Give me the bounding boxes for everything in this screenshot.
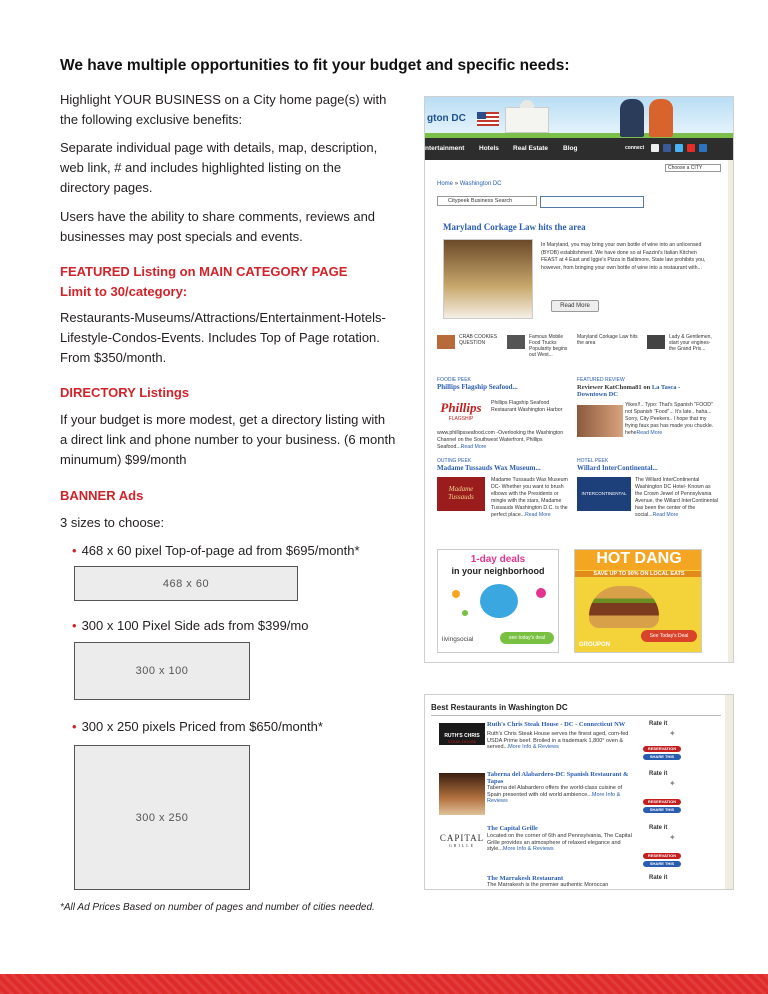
email-icon[interactable] xyxy=(651,144,659,152)
blog-icon[interactable] xyxy=(699,144,707,152)
livingsocial-ad[interactable] xyxy=(437,549,559,653)
foodie-read-more[interactable]: Read More xyxy=(460,444,487,450)
restaurant-title[interactable]: The Marrakesh Restaurant xyxy=(487,875,564,882)
rate-it-label: Rate it xyxy=(649,825,668,831)
nav-item-blog[interactable]: Blog xyxy=(563,145,578,152)
restaurant-text xyxy=(487,833,637,853)
breadcrumb xyxy=(437,181,502,187)
bottom-bar xyxy=(0,974,768,994)
thumb-item[interactable] xyxy=(437,333,505,369)
featured-body-line: Lifestyle-Condos-Events. Includes Top of Page rotation. xyxy=(60,330,380,345)
facebook-icon[interactable] xyxy=(663,144,671,152)
madame-tussauds-logo: Madame Tussauds xyxy=(437,477,485,511)
more-info-link[interactable]: More Info & Reviews xyxy=(487,791,621,804)
reservation-button[interactable]: RESERVATION xyxy=(643,799,681,805)
banner-box-300x250: 300 x 250 xyxy=(74,745,250,890)
outing-text-body: Madame Tussauds Wax Museum DC- Whether you want to brush elbows with the Presidents or mingle with the stars, Madame Tussauds Washington D.C. is the perfect place... xyxy=(491,477,568,518)
directory-body xyxy=(60,410,410,470)
banner-option-text: 300 x 250 pixels Priced from $650/month* xyxy=(81,719,323,734)
page-side-strip xyxy=(728,160,734,663)
business-search-select[interactable]: Citypeek Business Search xyxy=(437,196,537,206)
thumb-image xyxy=(647,335,665,349)
ad1-title2: in your neighborhood xyxy=(451,566,545,576)
nav-item-hotels[interactable]: Hotels xyxy=(479,145,499,152)
twitter-icon[interactable] xyxy=(675,144,683,152)
share-button[interactable]: SHARE THIS xyxy=(643,861,681,867)
us-flag-icon xyxy=(477,112,499,126)
footnote: *All Ad Prices Based on number of pages and number of cities needed. xyxy=(60,902,375,913)
thumb-image xyxy=(437,335,455,349)
capital-grille-logo-sub: GRILLE xyxy=(448,843,476,848)
reservation-button[interactable]: RESERVATION xyxy=(643,853,681,859)
groupon-ad[interactable] xyxy=(574,549,702,653)
phillips-logo-text: Phillips xyxy=(440,400,482,415)
banner-option-text: 300 x 100 Pixel Side ads from $399/mo xyxy=(81,618,309,633)
hotel-read-more[interactable]: Read More xyxy=(652,512,679,518)
cupcake-icon xyxy=(480,584,518,618)
star-icon[interactable]: ✦ xyxy=(669,833,676,842)
wine-bottles-image xyxy=(443,239,533,319)
share-button[interactable]: SHARE THIS xyxy=(643,754,681,760)
benefit-paragraph xyxy=(60,138,410,198)
bullet-dot: • xyxy=(72,618,77,633)
breadcrumb-separator: » xyxy=(454,181,459,187)
thumb-label: CRAB COOKIES QUESTION xyxy=(459,334,498,346)
restaurant-title[interactable]: Ruth's Chris Steak House - DC - Connecticut NW xyxy=(487,721,626,728)
featured-title-line: FEATURED Listing on MAIN CATEGORY PAGE xyxy=(60,264,348,279)
outing-peek xyxy=(437,458,571,472)
thumb-item[interactable] xyxy=(647,333,715,369)
thumb-item[interactable] xyxy=(577,333,645,369)
groupon-logo: GROUPON xyxy=(579,642,611,648)
restaurant-text xyxy=(487,785,637,805)
hotel-peek xyxy=(577,458,707,472)
ruths-chris-logo-sub: STEAK HOUSE xyxy=(447,739,477,744)
section-label: FOODIE PEEK xyxy=(437,377,471,383)
read-more-button[interactable]: Read More xyxy=(551,300,599,312)
directory-body-line: If your budget is more modest, get a directory listing with xyxy=(60,412,386,427)
bullet-dot: • xyxy=(72,543,77,558)
share-line: businesses may post specials and events. xyxy=(60,229,303,244)
more-info-link[interactable]: More Info & Reviews xyxy=(508,744,559,750)
rate-it-label: Rate it xyxy=(649,875,668,881)
dot-icon xyxy=(462,610,468,616)
outing-read-more[interactable]: Read More xyxy=(525,512,551,518)
best-restaurants-screenshot xyxy=(424,694,734,890)
benefit-line: web link, # and includes highlighted listing on the xyxy=(60,160,342,175)
featured-body-line: Restaurants-Museums/Attractions/Entertainment-Hotels- xyxy=(60,310,386,325)
site-header-title: gton DC xyxy=(427,113,466,124)
white-house-icon xyxy=(505,107,549,133)
breadcrumb-home[interactable]: Home xyxy=(437,181,454,187)
hotel-text-body: The Willard InterContinental Washington DC Hotel- Known as the Crown Jewel of Pennsylvania Avenue, the Willard InterContinental has been the center of the social... xyxy=(635,477,718,518)
capital-grille-logo xyxy=(439,827,485,855)
phillips-logo-sub: FLAGSHIP xyxy=(448,416,474,422)
ruths-chris-logo-text: RUTH'S CHRIS xyxy=(444,733,480,739)
mascot-woman-icon xyxy=(649,99,673,137)
reservation-button[interactable]: RESERVATION xyxy=(643,746,681,752)
restaurant-text-body: Taberna del Alabardero offers the world-class cuisine of Spain presented with old world ambience... xyxy=(487,785,623,798)
featured-body-line: From $350/month. xyxy=(60,350,167,365)
featured-article-title[interactable]: Maryland Corkage Law hits the area xyxy=(443,222,586,232)
reviewer-photo xyxy=(577,405,623,437)
banner-title: BANNER Ads xyxy=(60,488,144,503)
rate-it-label: Rate it xyxy=(649,771,668,777)
rate-it-label: Rate it xyxy=(649,721,668,727)
marrakesh-logo xyxy=(439,877,485,889)
benefit-line: directory pages. xyxy=(60,180,153,195)
section-label: HOTEL PEEK xyxy=(577,458,609,464)
banner-option-3 xyxy=(72,719,323,734)
ad2-subtitle: SAVE UP TO 90% ON LOCAL EATS xyxy=(575,571,702,577)
todays-deal-button[interactable]: See Today's Deal xyxy=(641,630,697,642)
foodie-body xyxy=(437,430,571,451)
foodie-peek xyxy=(437,377,571,391)
review-text xyxy=(625,402,717,437)
featured-article-text: In Maryland, you may bring your own bottle of wine into an unlicensed (BYOB) establishment. We have done so at Fazzini's Italian Kitchen FEAST at 4 East and Iggie's Pizza in Baltimore. State law prohibits you, however, from bringing your own bottle of wine into a restaurant with... xyxy=(541,242,706,271)
restaurant-text: The Marrakesh is the premier authentic Moroccan xyxy=(487,882,609,888)
city-homepage-screenshot xyxy=(424,96,734,663)
bullet-dot: • xyxy=(72,719,77,734)
share-button[interactable]: SHARE THIS xyxy=(643,807,681,813)
share-paragraph xyxy=(60,207,410,247)
intro-line: the following exclusive benefits: xyxy=(60,112,243,127)
hotel-text xyxy=(635,477,719,519)
choose-city-select[interactable]: Choose a CITY xyxy=(665,164,721,172)
featured-review xyxy=(577,377,707,398)
banner-sizes-intro: 3 sizes to choose: xyxy=(60,515,165,530)
review-title-b: on xyxy=(641,384,652,391)
review-title-a: Reviewer KatChoma81 xyxy=(577,384,642,391)
restaurant-text-body: Ruth's Chris Steak House serves the finest aged, corn-fed USDA Prime beef. Broiled in a trademark 1,800° oven & served... xyxy=(487,731,629,750)
ad2-title: HOT DANG xyxy=(575,550,702,570)
share-line: Users have the ability to share comments, reviews and xyxy=(60,209,376,224)
restaurant-text xyxy=(487,731,637,751)
section-title[interactable]: Willard InterContinental... xyxy=(577,464,658,472)
more-info-link[interactable]: More Info & Reviews xyxy=(502,846,554,852)
dot-icon xyxy=(452,590,460,598)
ruths-chris-logo xyxy=(439,723,485,745)
section-title[interactable]: Phillips Flagship Seafood... xyxy=(437,383,518,391)
thumb-label: Maryland Corkage Law hits the area xyxy=(577,334,638,346)
directory-title: DIRECTORY Listings xyxy=(60,385,190,400)
intercontinental-logo: INTERCONTINENTAL xyxy=(577,477,631,511)
thumb-label: Famous Mobile Food Trucks Popularity begins out West... xyxy=(529,334,568,358)
featured-title-line: Limit to 30/category: xyxy=(60,284,188,299)
foodie-side-text: Phillips Flagship Seafood Restaurant Washington Harbor xyxy=(491,400,563,413)
thumb-label: Lady & Gentlemen, start your engines-the Grand Prix... xyxy=(669,334,712,352)
featured-body xyxy=(60,308,410,368)
mascot-man-icon xyxy=(620,99,644,137)
foodie-body-text: www.phillipsseafood.com -Overlooking the Washington Channel on the Southwest Waterfront, Phillips Seafood... xyxy=(437,430,564,450)
banner-option-1 xyxy=(72,543,360,558)
restaurant-photo xyxy=(439,773,485,815)
page-side-strip xyxy=(725,695,734,890)
capital-grille-logo-text: CAPITAL xyxy=(439,833,485,843)
search-input[interactable] xyxy=(540,196,644,208)
star-icon[interactable]: ✦ xyxy=(669,729,676,738)
outing-text xyxy=(491,477,569,519)
section-label: FEATURED REVIEW xyxy=(577,377,625,383)
benefit-line: Separate individual page with details, map, description, xyxy=(60,140,378,155)
featured-title xyxy=(60,262,400,302)
thumb-item[interactable] xyxy=(507,333,575,369)
banner-box-468x60: 468 x 60 xyxy=(74,566,298,601)
directory-body-line: minumum) $99/month xyxy=(60,452,187,467)
connect-label: connect xyxy=(625,145,645,151)
restaurant-title[interactable]: Taberna del Alabardero-DC Spanish Restaurant & Tapas xyxy=(487,771,629,785)
restaurant-row xyxy=(431,719,721,769)
breadcrumb-city[interactable]: Washington DC xyxy=(459,181,502,187)
section-title[interactable]: Madame Tussauds Wax Museum... xyxy=(437,464,541,472)
livingsocial-logo: livingsocial xyxy=(442,636,474,643)
see-deal-button[interactable]: see today's deal xyxy=(500,632,554,644)
star-icon[interactable]: ✦ xyxy=(669,779,676,788)
best-restaurants-heading: Best Restaurants in Washington DC xyxy=(431,703,568,712)
thumb-image xyxy=(507,335,525,349)
header-sky xyxy=(425,97,734,137)
article-thumbs xyxy=(437,333,720,369)
dot-icon xyxy=(536,588,546,598)
nav-item-real-estate[interactable]: Real Estate xyxy=(513,145,549,152)
page-heading: We have multiple opportunities to fit your budget and specific needs: xyxy=(60,57,570,74)
intro-paragraph xyxy=(60,90,410,130)
banner-option-text: 468 x 60 pixel Top-of-page ad from $695/month* xyxy=(81,543,360,558)
phillips-logo xyxy=(437,400,485,430)
site-nav xyxy=(425,138,734,160)
review-title-c[interactable]: La Tasca - Downtown DC xyxy=(577,384,681,398)
burger-image xyxy=(589,586,659,628)
review-read-more[interactable]: Read More xyxy=(636,430,663,436)
nav-item-entertainment[interactable]: ntertainment xyxy=(425,145,465,152)
youtube-icon[interactable] xyxy=(687,144,695,152)
divider xyxy=(431,715,721,716)
ad1-title1: 1-day deals xyxy=(470,554,526,565)
restaurant-text-body: Located on the corner of 6th and Pennsylvania, The Capital Grille provides an atmosphere of relaxed elegance and style... xyxy=(487,833,632,852)
intro-line: Highlight YOUR BUSINESS on a City home page(s) with xyxy=(60,92,387,107)
review-text-body: Yikes!!.. Typo: That's Spanish "FOOD" not Spanish "Food"... It's late.. haha... Sorry, City Peekers.. I hope that my frying faux pas has made you chuckle. hehe xyxy=(625,402,714,436)
restaurant-row xyxy=(431,873,721,890)
directory-body-line: a direct link and phone number to your business. (6 month xyxy=(60,432,396,447)
banner-box-300x100: 300 x 100 xyxy=(74,642,250,700)
restaurant-title[interactable]: The Capital Grille xyxy=(487,825,538,832)
section-label: OUTING PEEK xyxy=(437,458,472,464)
banner-option-2 xyxy=(72,618,308,633)
